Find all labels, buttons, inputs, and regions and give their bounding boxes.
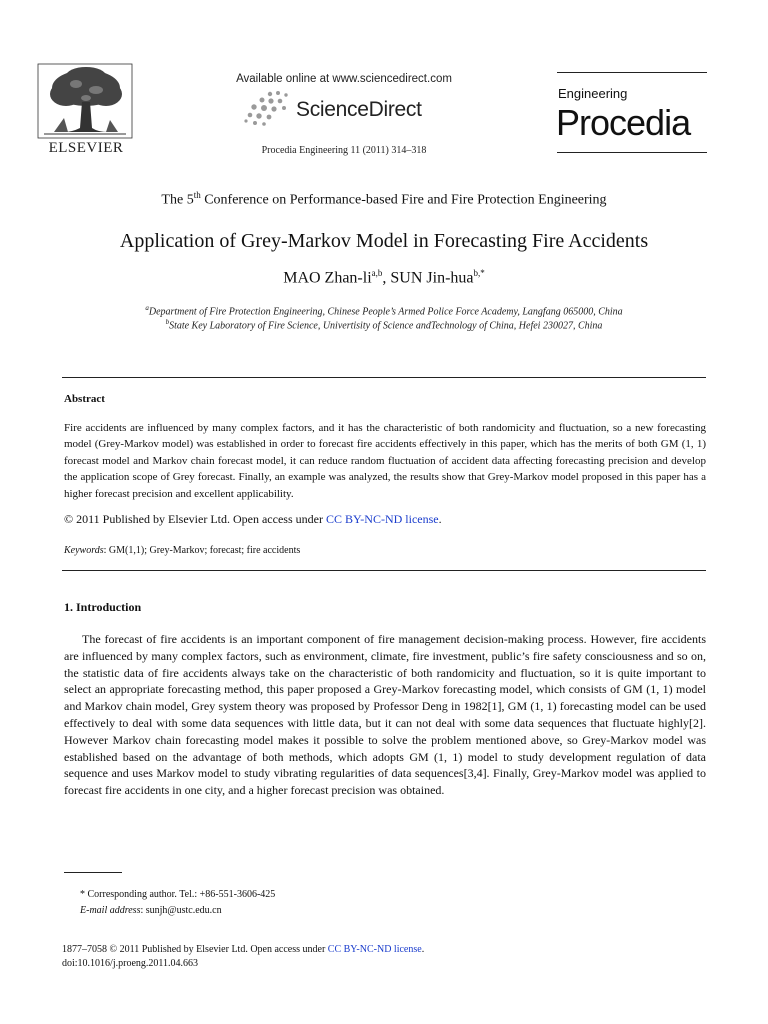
available-online-text: Available online at www.sciencedirect.com [236,73,452,85]
author-2-sup: b,* [473,268,485,278]
author-1-sup: a,b [371,268,383,278]
keywords-line [64,545,300,556]
abstract-heading: Abstract [64,393,105,405]
email-address[interactable]: : sunjh@ustc.edu.cn [140,905,222,916]
author-line [0,268,768,287]
license-link[interactable]: CC BY-NC-ND license [325,512,439,526]
introduction-body: The forecast of fire accidents is an important component of fire management decision-making process. However, fire accidents are influenced by many complex factors, such as environment, climate, fire investment, public’s fire safety consciousness and so on, the statistic data of fire accidents always take on the characteristic of both randomicity and fluctuation, so it is quite important to select an appropriate forecasting method, this paper proposed a Grey-Markov forecasting model, which consists of GM (1, 1) model and Markov chain model, Grey system theory was proposed by Professor Deng in 1982[1], GM (1, 1) forecasting model can be used effectively to deal with some data sequences with little data, but it can not deal with some data sequences that fluctuate highly[2]. However Markov chain forecasting model makes it possible to solve the problem mentioned above, so Grey-Markov model was established based on the advantage of both methods, which adopts GM (1, 1) model to study development regulation of data sequence and uses Markov model to study vibrating regularities of data sequences[3,4]. Finally, Grey-Markov model was applied to forecast fire accidents in one city, and a higher forecast precision was obtained. [64,632,706,798]
keywords-list: : GM(1,1); Grey-Markov; forecast; fire accidents [103,545,301,556]
author-1-name: MAO Zhan-li [283,269,372,287]
masthead-rule-top [557,72,707,73]
conference-line [0,190,768,209]
journal-reference: Procedia Engineering 11 (2011) 314–318 [261,145,427,156]
conference-prefix: The 5 [161,192,194,208]
footer-license-link[interactable]: CC BY-NC-ND license [327,944,422,955]
journal-name-wordmark: Procedia [556,102,691,143]
email-footnote [80,905,222,916]
copyright-line [64,512,442,527]
doi-line[interactable]: doi:10.1016/j.proeng.2011.04.663 [62,958,199,969]
elsevier-wordmark: ELSEVIER [48,140,124,156]
conference-ordinal-sup: th [193,190,201,200]
affiliation-a-text: Department of Fire Protection Engineering, Chinese People’s Armed Police Force Academy, Langfang 065000, China [148,306,623,318]
affiliation-a-sup: a [145,304,149,312]
sciencedirect-wordmark: ScienceDirect [296,98,422,121]
abstract-rule-bottom [62,570,706,571]
keywords-label: Keywords [64,545,104,556]
copyright-end: . [438,512,442,526]
corresponding-author-footnote: * Corresponding author. Tel.: +86-551-3606-425 [80,889,276,900]
journal-subject-label: Engineering [558,86,628,101]
paper-title: Application of Grey-Markov Model in Forecasting Fire Accidents [119,230,649,252]
conference-suffix: Conference on Performance-based Fire and Fire Protection Engineering [200,192,607,208]
issn-copyright-line [62,944,424,955]
affiliation-b-sup: b [165,318,170,326]
footnote-rule [64,872,122,873]
issn-end: . [421,944,425,955]
abstract-body: Fire accidents are influenced by many complex factors, and it has the characteristic of both randomicity and fluctuation, so a new forecasting model (Grey-Markov model) was established in order to forecast fire accidents effectively in this paper, which has the merits of both GM (1, 1) forecast model and Markov chain forecast model, it can reduce random fluctuation of accident data affecting forecasting precision and develop the application scope of Grey forecast. Finally, an example was analyzed, the results show that Grey-Markov model proposed in this paper has a higher forecast precision and excellent applicability. [64,422,706,500]
sciencedirect-dots-icon [240,88,296,128]
email-label: E-mail address [80,905,141,916]
section-heading-introduction: 1. Introduction [64,600,142,614]
affiliation-a [0,304,768,317]
masthead-rule-bottom [557,152,707,153]
sciencedirect-logo [240,88,460,128]
affiliation-b-text: State Key Laboratory of Fire Science, Univertisity of Science andTechnology of China, Hefei 230027, China [169,320,603,332]
author-separator: , [382,269,391,287]
abstract-rule-top [62,377,706,378]
issn-text: 1877–7058 © 2011 Published by Elsevier Ltd. Open access under [62,944,328,955]
affiliation-b [0,318,768,331]
author-2-name: SUN Jin-hua [390,269,474,287]
copyright-text: © 2011 Published by Elsevier Ltd. Open access under [64,512,326,526]
